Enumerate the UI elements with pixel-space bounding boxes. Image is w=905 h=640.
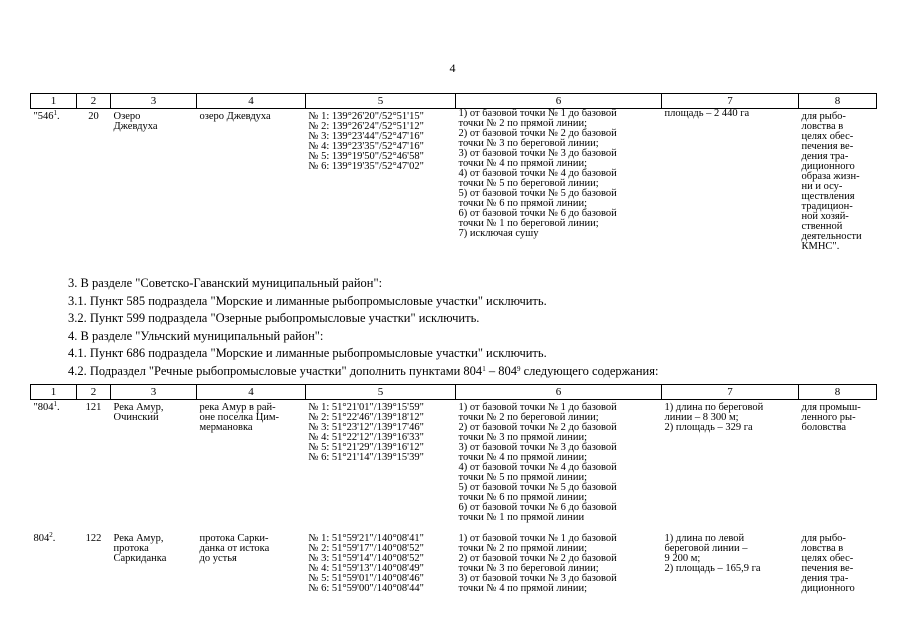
site-name: Река Амур, Очинский: [113, 402, 164, 423]
header-col-3: 3: [111, 94, 197, 109]
base-point-coordinates: № 1: 139°26'20"/52°51'15" № 2: 139°26'24"/52°51'12" № 3: 139°23'44"/52°47'16" № 4: 139°23'35"/52°47'16" № 5: 139°19'50"/52°46'58" № 6: 139°19'35"/52°47'02": [308, 111, 424, 172]
site-purpose: для промыш- ленного ры- боловства: [801, 402, 861, 433]
paragraph-4-2-text-a: 4.2. Подраздел "Речные рыбопромысловые участки" дополнить пунктами 804: [68, 363, 483, 378]
item-number-base: "804: [33, 402, 54, 413]
order-number: 122: [85, 533, 102, 544]
header-col-5: 5: [306, 385, 456, 400]
header-col-6: 6: [456, 94, 662, 109]
header-col-3: 3: [111, 385, 197, 400]
paragraph-4-2-text-b: – 804: [485, 363, 517, 378]
order-number: 121: [85, 402, 102, 413]
table-row: [31, 400, 877, 524]
item-number-suffix: .: [52, 533, 56, 544]
table-header-row: [31, 385, 877, 400]
header-col-8: 8: [799, 385, 877, 400]
paragraph-4-2-text-c: следующего содержания:: [520, 363, 659, 378]
header-col-4: 4: [197, 385, 306, 400]
base-point-coordinates: № 1: 51°21'01"/139°15'59" № 2: 51°22'46"/139°18'12" № 3: 51°23'12"/139°17'46" № 4: 51°22'12"/139°16'33" № 5: 51°21'29"/139°16'12" № 6: 51°21'14"/139°15'39": [308, 402, 424, 463]
item-number-suffix: .: [57, 402, 60, 413]
header-col-1: 1: [31, 94, 77, 109]
boundary-description: 1) от базовой точки № 1 до базовой точки № 2 по прямой линии; 2) от базовой точки № 2 до базовой точки № 3 по береговой линии; 3) от базовой точки № 3 до базовой точки № 4 по прямой линии;: [458, 533, 617, 594]
site-location: река Амур в рай- оне поселка Цим- мермановка: [199, 402, 280, 433]
amendment-text: [68, 275, 658, 381]
header-col-5: 5: [306, 94, 456, 109]
site-location: протока Сарки- данка от истока до устья: [199, 533, 270, 564]
site-name: Река Амур, протока Саркиданка: [113, 533, 167, 564]
site-size: 1) длина по левой береговой линии – 9 200 м; 2) площадь – 165,9 га: [664, 533, 761, 574]
paragraph-3-2: 3.2. Пункт 599 подраздела "Озерные рыбопромысловые участки" исключить.: [68, 311, 480, 326]
item-number-base: 804: [33, 533, 50, 544]
item-number-superscript: 1: [53, 400, 58, 408]
header-col-7: 7: [662, 385, 799, 400]
paragraph-4: 4. В разделе "Ульчский муниципальный район":: [68, 328, 324, 343]
item-number: [31, 109, 77, 253]
item-number-superscript: 2: [49, 531, 53, 539]
boundary-description: 1) от базовой точки № 1 до базовой точки № 2 по береговой линии; 2) от базовой точки № 2 до базовой точки № 3 по прямой линии; 3) от базовой точки № 3 до базовой точки № 4 по прямой линии; 4) от базовой точки № 4 до базовой точки № 5 по прямой линии; 5) от базовой точки № 5 до базовой точки № 6 по прямой линии; 6) от базовой точки № 6 до базовой точки № 1 по прямой линии: [458, 402, 617, 523]
paragraph-3: 3. В разделе "Советско-Гаванский муниципальный район":: [68, 276, 383, 290]
order-number: 20: [88, 111, 99, 122]
item-number-suffix: .: [57, 111, 60, 122]
header-col-4: 4: [197, 94, 306, 109]
header-col-2: 2: [77, 94, 111, 109]
boundary-description: 1) от базовой точки № 1 до базовой точки № 2 по прямой линии; 2) от базовой точки № 2 до базовой точки № 3 по береговой линии; 3) от базовой точки № 3 до базовой точки № 4 по прямой линии; 4) от базовой точки № 4 до базовой точки № 5 по береговой линии; 5) от базовой точки № 5 до базовой точки № 6 по прямой линии; 6) от базовой точки № 6 до базовой точки № 1 по береговой линии; 7) исключая сушу: [458, 108, 617, 239]
header-col-1: 1: [31, 385, 77, 400]
site-size: площадь – 2 440 га: [664, 108, 750, 119]
table-row: [31, 109, 877, 253]
item-number: [31, 400, 77, 524]
header-col-2: 2: [77, 385, 111, 400]
header-col-6: 6: [456, 385, 662, 400]
fishing-sites-table-2: [30, 384, 877, 594]
item-number-superscript: 1: [53, 109, 58, 117]
superscript-9: 9: [516, 364, 521, 373]
site-purpose: для рыбо- ловства в целях обес- печения ве- дения тра- диционного: [801, 533, 855, 594]
header-col-8: 8: [799, 94, 877, 109]
fishing-sites-table-1: [30, 93, 877, 252]
table-row: [31, 523, 877, 594]
site-location: озеро Джевдуха: [199, 111, 271, 122]
page-number: 4: [449, 61, 456, 75]
superscript-1: 1: [482, 364, 486, 373]
table-header-row: [31, 94, 877, 109]
site-size: 1) длина по береговой линии – 8 300 м; 2) площадь – 329 га: [664, 402, 764, 433]
paragraph-4-1: 4.1. Пункт 686 подраздела "Морские и лиманные рыбопромысловые участки" исключить.: [68, 346, 547, 361]
item-number: [31, 523, 77, 594]
paragraph-4-2: [68, 363, 658, 381]
site-purpose: для рыбо- ловства в целях обес- печения ве- дения тра- диционного образа жизн- ни и осу- ществления традицион- ной хозяй- ственной деятельности КМНС".: [801, 111, 862, 252]
base-point-coordinates: № 1: 51°59'21"/140°08'41" № 2: 51°59'17"/140°08'52" № 3: 51°59'14"/140°08'52" № 4: 51°59'13"/140°08'49" № 5: 51°59'01"/140°08'46" № 6: 51°59'00"/140°08'44": [308, 533, 424, 594]
site-name: Озеро Джевдуха: [113, 111, 158, 132]
paragraph-3-1: 3.1. Пункт 585 подраздела "Морские и лиманные рыбопромысловые участки" исключить.: [68, 293, 547, 308]
header-col-7: 7: [662, 94, 799, 109]
item-number-base: "546: [33, 111, 54, 122]
